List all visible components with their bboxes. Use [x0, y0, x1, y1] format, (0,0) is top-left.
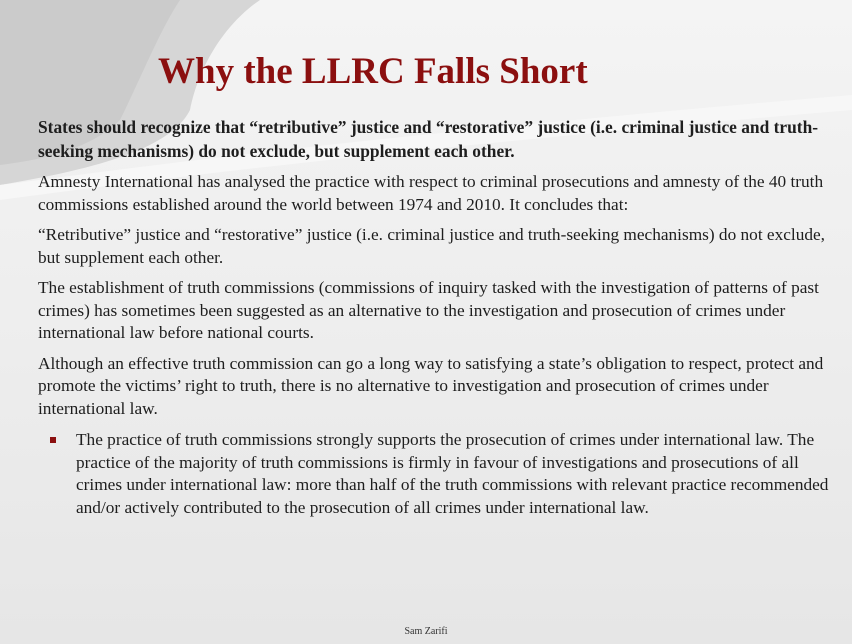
slide-body	[38, 115, 838, 519]
paragraph-3: The establishment of truth commissions (commissions of inquiry tasked with the investigation of patterns of past crimes) has sometimes been suggested as an alternative to the investigation and prosecution of crimes under international law before national courts.	[38, 278, 819, 342]
lead-statement: States should recognize that “retributive” justice and “restorative” justice (i.e. criminal justice and truth-seeking mechanisms) do not exclude, but supplement each other.	[38, 117, 819, 161]
paragraph-4: Although an effective truth commission can go a long way to satisfying a state’s obligation to respect, protect and promote the victims’ right to truth, there is no alternative to investigation and prosecution of crimes under international law.	[38, 353, 824, 418]
square-bullet-icon	[50, 437, 56, 443]
paragraph-2: “Retributive” justice and “restorative” justice (i.e. criminal justice and truth-seeking mechanisms) do not exclude, but supplement each other.	[38, 225, 825, 267]
bullet-text: The practice of truth commissions strongly supports the prosecution of crimes under international law. The practice of the majority of truth commissions is firmly in favour of investigations and prosecutions of all crimes under international law: more than half of the truth commissions with relevant practice recommended and/or actively contributed to the prosecution of all crimes under international law.	[76, 430, 829, 517]
bullet-item	[38, 429, 838, 519]
paragraph-1: Amnesty International has analysed the practice with respect to criminal prosecutions and amnesty of the 40 truth commissions established around the world between 1974 and 2010. It concludes that:	[38, 172, 824, 214]
footer-author: Sam Zarifi	[404, 626, 448, 637]
slide-title: Why the LLRC Falls Short	[158, 51, 588, 92]
